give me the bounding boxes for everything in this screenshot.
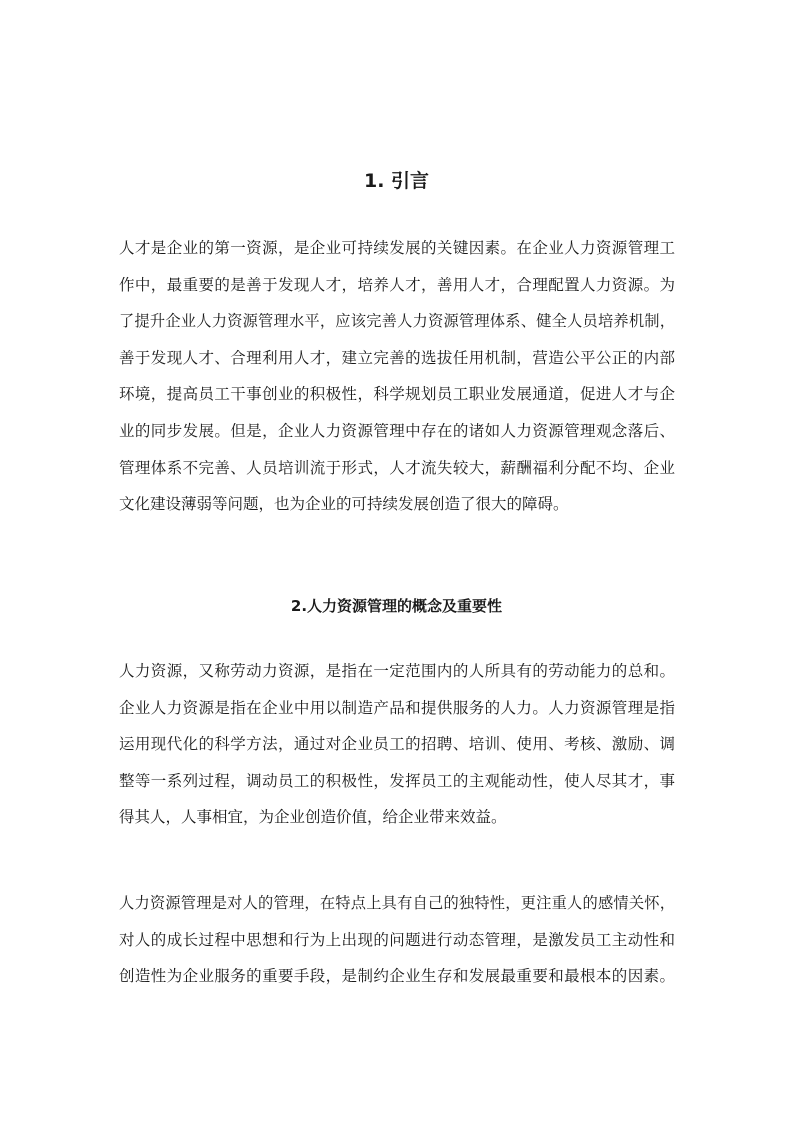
paragraph-introduction — [119, 230, 675, 523]
paragraph-line: 运用现代化的科学方法，通过对企业员工的招聘、培训、使用、考核、激励、调 — [119, 735, 675, 754]
section-heading-hr-concept: 2.人力资源管理的概念及重要性 — [290, 597, 503, 615]
paragraph-line: 整等一系列过程，调动员工的积极性，发挥员工的主观能动性，使人尽其才，事 — [119, 771, 675, 790]
paragraph-hr-importance — [119, 885, 675, 995]
paragraph-line: 善于发现人才、合理利用人才，建立完善的选拔任用机制，营造公平公正的内部 — [119, 348, 675, 367]
paragraph-line: 文化建设薄弱等问题，也为企业的可持续发展创造了很大的障碍。 — [119, 495, 569, 514]
paragraph-line: 创造性为企业服务的重要手段，是制约企业生存和发展最重要和最根本的因素。 — [119, 967, 675, 986]
paragraph-line: 人才是企业的第一资源，是企业可持续发展的关键因素。在企业人力资源管理工 — [119, 239, 675, 257]
paragraph-line: 人力资源，又称劳动力资源，是指在一定范围内的人所具有的劳动能力的总和。 — [119, 662, 675, 680]
paragraph-line: 作中，最重要的是善于发现人才，培养人才，善用人才，合理配置人力资源。为 — [119, 275, 675, 294]
paragraph-line: 人力资源管理是对人的管理，在特点上具有自己的独特性，更注重人的感情关怀， — [119, 894, 675, 912]
paragraph-line: 得其人，人事相宜，为企业创造价值，给企业带来效益。 — [119, 808, 507, 827]
section-heading-introduction: 1. 引言 — [363, 170, 430, 192]
paragraph-line: 对人的成长过程中思想和行为上出现的问题进行动态管理，是激发员工主动性和 — [119, 930, 675, 949]
paragraph-line: 业的同步发展。但是，企业人力资源管理中存在的诸如人力资源管理观念落后、 — [119, 421, 675, 440]
paragraph-line: 了提升企业人力资源管理水平，应该完善人力资源管理体系、健全人员培养机制， — [119, 312, 675, 331]
paragraph-line: 管理体系不完善、人员培训流于形式，人才流失较大，薪酬福利分配不均、企业 — [119, 458, 675, 477]
paragraph-line: 企业人力资源是指在企业中用以制造产品和提供服务的人力。人力资源管理是指 — [119, 698, 675, 717]
paragraph-hr-definition — [119, 653, 675, 836]
paragraph-line: 环境，提高员工干事创业的积极性，科学规划员工职业发展通道，促进人才与企 — [119, 385, 675, 404]
